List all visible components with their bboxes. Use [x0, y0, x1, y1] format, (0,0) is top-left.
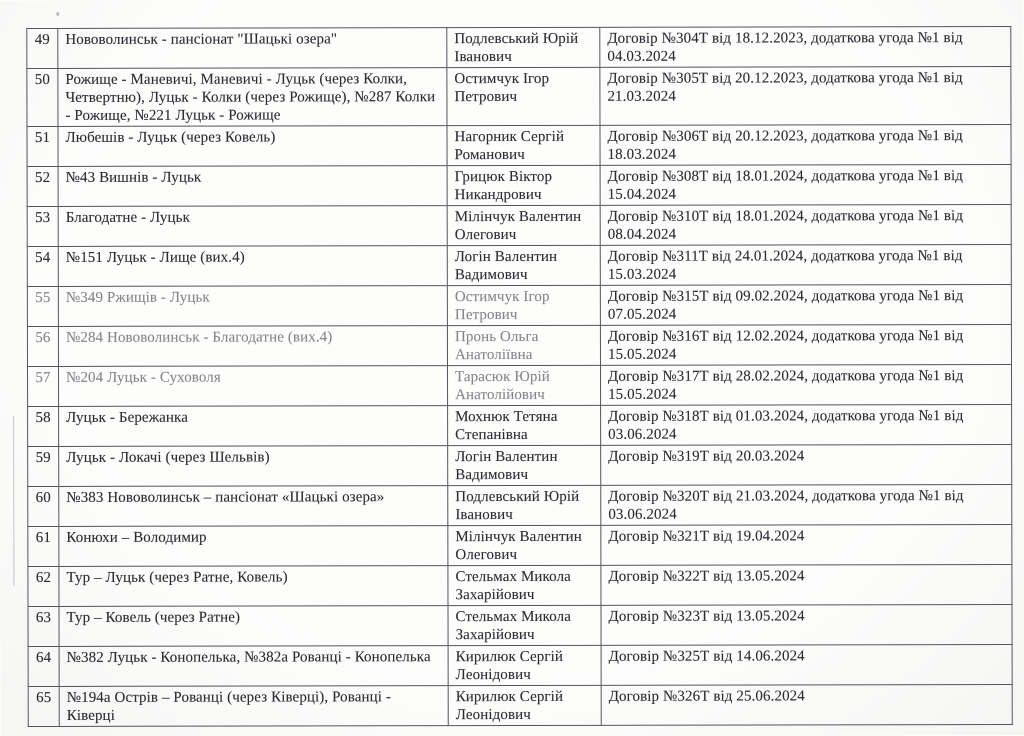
- scan-speck: [56, 12, 59, 16]
- table-row: [27, 364, 1011, 406]
- carrier-name-cell: Остимчук Ігор Петрович: [447, 285, 600, 325]
- contract-cell: Договір №315Т від 09.02.2024, додаткова угода №1 від 07.05.2024: [600, 284, 1011, 325]
- route-cell: Рожище - Маневичі, Маневичі - Луцьк (через Колки, Четвертню), Луцьк - Колки (через Рожище), №287 Колки - Рожище, №221 Луцьк - Рожище: [58, 68, 447, 127]
- carrier-name-cell: Стельмах Микола Захарійович: [448, 565, 601, 605]
- carrier-name-cell: Тарасюк Юрій Анатолійович: [447, 365, 600, 405]
- table-row: [28, 684, 1012, 726]
- carrier-name-cell: Остимчук Ігор Петрович: [447, 67, 600, 125]
- row-number-cell: 54: [27, 246, 58, 286]
- row-number-cell: 57: [27, 366, 58, 406]
- contract-cell: Договір №322Т від 13.05.2024: [601, 564, 1012, 605]
- table-row: [27, 66, 1011, 126]
- carrier-name-cell: Мохнюк Тетяна Степанівна: [448, 405, 601, 445]
- row-number-cell: 64: [28, 646, 59, 686]
- route-cell: №284 Нововолинськ - Благодатне (вих.4): [58, 326, 447, 367]
- contract-cell: Договір №305Т від 20.12.2023, додаткова угода №1 від 21.03.2024: [600, 66, 1011, 125]
- row-number-cell: 63: [28, 606, 59, 646]
- row-number-cell: 49: [27, 28, 58, 68]
- route-cell: Нововолинськ - пансіонат "Шацькі озера": [58, 28, 447, 69]
- row-number-cell: 65: [28, 686, 59, 726]
- row-number-cell: 52: [27, 166, 58, 206]
- table-row: [27, 244, 1011, 286]
- carrier-name-cell: Нагорник Сергій Романович: [447, 125, 600, 165]
- carrier-name-cell: Мілінчук Валентин Олегович: [448, 525, 601, 565]
- table-row: [28, 484, 1012, 526]
- contract-cell: Договір №321Т від 19.04.2024: [601, 524, 1012, 565]
- contract-cell: Договір №310Т від 18.01.2024, додаткова угода №1 від 08.04.2024: [600, 204, 1011, 245]
- contract-cell: Договір №320Т від 21.03.2024, додаткова угода №1 від 03.06.2024: [601, 484, 1012, 525]
- table-row: [28, 444, 1012, 486]
- route-cell: Любешів - Луцьк (через Ковель): [58, 126, 447, 167]
- route-cell: Благодатне - Луцьк: [58, 206, 447, 247]
- row-number-cell: 59: [28, 446, 59, 486]
- row-number-cell: 62: [28, 566, 59, 606]
- carrier-name-cell: Мілінчук Валентин Олегович: [447, 205, 600, 245]
- table-row: [27, 124, 1011, 166]
- route-cell: №382 Луцьк - Конопелька, №382а Рованці - Конопелька: [59, 646, 448, 687]
- row-number-cell: 55: [27, 286, 58, 326]
- carrier-name-cell: Кирилюк Сергій Леонідович: [448, 685, 601, 725]
- table-row: [28, 404, 1012, 446]
- carrier-name-cell: Подлевський Юрій Іванович: [447, 27, 600, 67]
- carrier-name-cell: Логін Валентин Вадимович: [448, 445, 601, 485]
- route-cell: №194а Острів – Рованці (через Ківерці), Рованці - Ківерці: [59, 686, 448, 727]
- route-cell: Луцьк - Бережанка: [59, 406, 448, 447]
- row-number-cell: 61: [28, 526, 59, 566]
- row-number-cell: 60: [28, 486, 59, 526]
- contract-cell: Договір №306Т від 20.12.2023, додаткова угода №1 від 18.03.2024: [600, 124, 1011, 165]
- routes-table: [26, 26, 1012, 727]
- table-row: [28, 524, 1012, 566]
- contract-cell: Договір №308Т від 18.01.2024, додаткова угода №1 від 15.04.2024: [600, 164, 1011, 205]
- contract-cell: Договір №319Т від 20.03.2024: [601, 444, 1012, 485]
- row-number-cell: 56: [27, 326, 58, 366]
- contract-cell: Договір №304Т від 18.12.2023, додаткова угода №1 від 04.03.2024: [600, 26, 1011, 67]
- routes-table-body: [27, 26, 1012, 726]
- contract-cell: Договір №323Т від 13.05.2024: [601, 604, 1012, 645]
- row-number-cell: 53: [27, 206, 58, 246]
- table-row: [28, 644, 1012, 686]
- carrier-name-cell: Грицюк Віктор Никандрович: [447, 165, 600, 205]
- carrier-name-cell: Логін Валентин Вадимович: [447, 245, 600, 285]
- carrier-name-cell: Подлевський Юрій Іванович: [448, 485, 601, 525]
- contract-cell: Договір №318Т від 01.03.2024, додаткова угода №1 від 03.06.2024: [601, 404, 1012, 445]
- row-number-cell: 51: [27, 126, 58, 166]
- contract-cell: Договір №325Т від 14.06.2024: [601, 644, 1012, 685]
- row-number-cell: 50: [27, 68, 58, 126]
- table-row: [27, 164, 1011, 206]
- contract-cell: Договір №311Т від 24.01.2024, додаткова угода №1 від 15.03.2024: [600, 244, 1011, 285]
- carrier-name-cell: Стельмах Микола Захарійович: [448, 605, 601, 645]
- carrier-name-cell: Пронь Ольга Анатоліївна: [447, 325, 600, 365]
- table-row: [28, 604, 1012, 646]
- route-cell: №204 Луцьк - Суховоля: [58, 366, 447, 407]
- scan-artifact-line: [13, 416, 14, 586]
- contract-cell: Договір №316Т від 12.02.2024, додаткова угода №1 від 15.05.2024: [600, 324, 1011, 365]
- route-cell: №43 Вишнів - Луцьк: [58, 166, 447, 207]
- route-cell: Конюхи – Володимир: [59, 526, 448, 567]
- table-row: [28, 564, 1012, 606]
- table-row: [27, 26, 1011, 68]
- route-cell: Луцьк - Локачі (через Шельвів): [59, 446, 448, 487]
- route-cell: Тур – Луцьк (через Ратне, Ковель): [59, 566, 448, 607]
- route-cell: №383 Нововолинськ – пансіонат «Шацькі озера»: [59, 486, 448, 527]
- route-cell: №151 Луцьк - Лище (вих.4): [58, 246, 447, 287]
- carrier-name-cell: Кирилюк Сергій Леонідович: [448, 645, 601, 685]
- route-cell: Тур – Ковель (через Ратне): [59, 606, 448, 647]
- table-row: [27, 284, 1011, 326]
- table-row: [27, 204, 1011, 246]
- table-row: [27, 324, 1011, 366]
- contract-cell: Договір №326Т від 25.06.2024: [601, 684, 1012, 725]
- row-number-cell: 58: [28, 406, 59, 446]
- contract-cell: Договір №317Т від 28.02.2024, додаткова угода №1 від 15.05.2024: [600, 364, 1011, 405]
- route-cell: №349 Ржищів - Луцьк: [58, 286, 447, 327]
